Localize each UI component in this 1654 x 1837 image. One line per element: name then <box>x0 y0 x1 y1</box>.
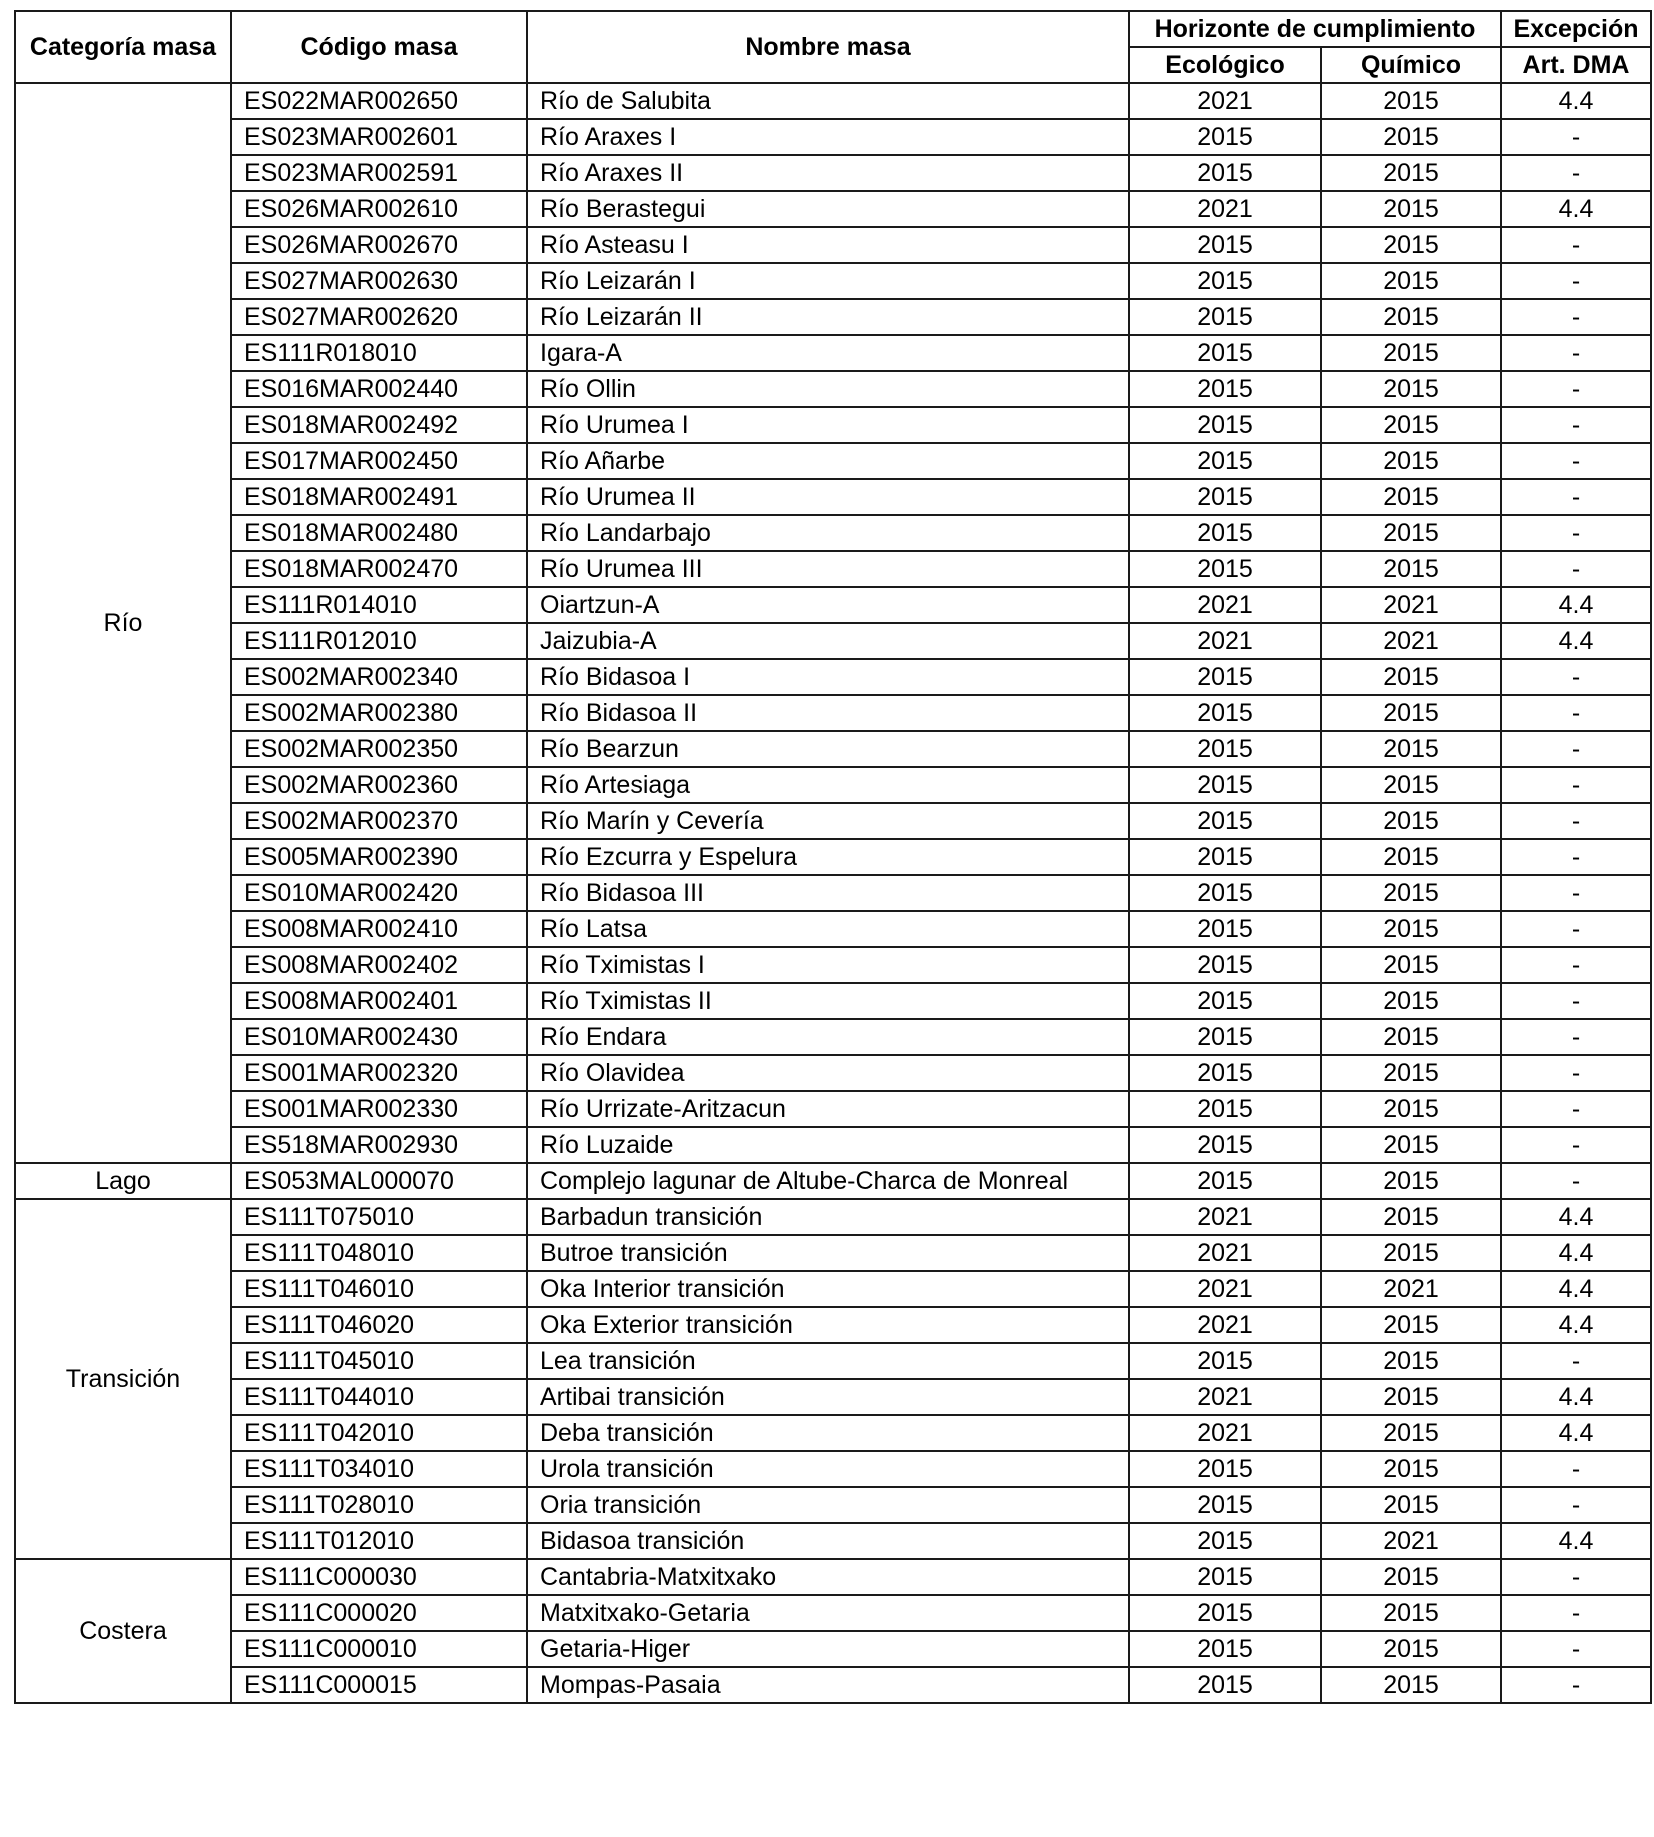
nombre-cell: Mompas-Pasaia <box>527 1667 1129 1703</box>
nombre-cell: Río Bidasoa I <box>527 659 1129 695</box>
quimico-cell: 2015 <box>1321 1127 1501 1163</box>
excepcion-cell: - <box>1501 371 1651 407</box>
nombre-cell: Oiartzun-A <box>527 587 1129 623</box>
table-row <box>15 1415 1651 1451</box>
nombre-cell: Complejo lagunar de Altube-Charca de Monreal <box>527 1163 1129 1199</box>
ecologico-cell: 2015 <box>1129 1127 1321 1163</box>
excepcion-cell: - <box>1501 1163 1651 1199</box>
table-row <box>15 1199 1651 1235</box>
quimico-cell: 2021 <box>1321 1523 1501 1559</box>
excepcion-cell: - <box>1501 299 1651 335</box>
ecologico-cell: 2015 <box>1129 479 1321 515</box>
table-row <box>15 479 1651 515</box>
nombre-cell: Deba transición <box>527 1415 1129 1451</box>
excepcion-cell: 4.4 <box>1501 1523 1651 1559</box>
quimico-cell: 2015 <box>1321 659 1501 695</box>
ecologico-cell: 2015 <box>1129 839 1321 875</box>
ecologico-cell: 2015 <box>1129 911 1321 947</box>
header-horizonte: Horizonte de cumplimiento <box>1129 11 1501 47</box>
ecologico-cell: 2015 <box>1129 983 1321 1019</box>
ecologico-cell: 2015 <box>1129 407 1321 443</box>
quimico-cell: 2015 <box>1321 1451 1501 1487</box>
ecologico-cell: 2015 <box>1129 515 1321 551</box>
codigo-cell: ES111C000015 <box>231 1667 527 1703</box>
table-row <box>15 1379 1651 1415</box>
ecologico-cell: 2021 <box>1129 587 1321 623</box>
nombre-cell: Río Araxes II <box>527 155 1129 191</box>
ecologico-cell: 2015 <box>1129 1559 1321 1595</box>
nombre-cell: Río Marín y Cevería <box>527 803 1129 839</box>
ecologico-cell: 2015 <box>1129 1667 1321 1703</box>
table-row <box>15 947 1651 983</box>
quimico-cell: 2015 <box>1321 191 1501 227</box>
excepcion-cell: 4.4 <box>1501 1199 1651 1235</box>
table-row <box>15 983 1651 1019</box>
table-row <box>15 659 1651 695</box>
codigo-cell: ES010MAR002430 <box>231 1019 527 1055</box>
ecologico-cell: 2015 <box>1129 1487 1321 1523</box>
codigo-cell: ES017MAR002450 <box>231 443 527 479</box>
table-row <box>15 803 1651 839</box>
nombre-cell: Barbadun transición <box>527 1199 1129 1235</box>
nombre-cell: Getaria-Higer <box>527 1631 1129 1667</box>
table-row <box>15 1631 1651 1667</box>
excepcion-cell: 4.4 <box>1501 1415 1651 1451</box>
nombre-cell: Oka Interior transición <box>527 1271 1129 1307</box>
quimico-cell: 2015 <box>1321 299 1501 335</box>
table-row <box>15 515 1651 551</box>
codigo-cell: ES022MAR002650 <box>231 83 527 119</box>
quimico-cell: 2015 <box>1321 731 1501 767</box>
nombre-cell: Río Bearzun <box>527 731 1129 767</box>
nombre-cell: Río Landarbajo <box>527 515 1129 551</box>
codigo-cell: ES053MAL000070 <box>231 1163 527 1199</box>
codigo-cell: ES026MAR002670 <box>231 227 527 263</box>
nombre-cell: Río Tximistas I <box>527 947 1129 983</box>
nombre-cell: Río Araxes I <box>527 119 1129 155</box>
ecologico-cell: 2015 <box>1129 695 1321 731</box>
codigo-cell: ES518MAR002930 <box>231 1127 527 1163</box>
table-row <box>15 875 1651 911</box>
excepcion-cell: - <box>1501 1667 1651 1703</box>
codigo-cell: ES001MAR002330 <box>231 1091 527 1127</box>
excepcion-cell: 4.4 <box>1501 1235 1651 1271</box>
excepcion-cell: - <box>1501 551 1651 587</box>
ecologico-cell: 2015 <box>1129 947 1321 983</box>
codigo-cell: ES018MAR002492 <box>231 407 527 443</box>
codigo-cell: ES023MAR002591 <box>231 155 527 191</box>
excepcion-cell: - <box>1501 803 1651 839</box>
codigo-cell: ES016MAR002440 <box>231 371 527 407</box>
header-quimico: Químico <box>1321 47 1501 83</box>
quimico-cell: 2015 <box>1321 227 1501 263</box>
table-row <box>15 1451 1651 1487</box>
codigo-cell: ES111T046020 <box>231 1307 527 1343</box>
quimico-cell: 2015 <box>1321 1163 1501 1199</box>
quimico-cell: 2021 <box>1321 623 1501 659</box>
nombre-cell: Igara-A <box>527 335 1129 371</box>
ecologico-cell: 2015 <box>1129 1091 1321 1127</box>
header-categoria: Categoría masa <box>15 11 231 83</box>
quimico-cell: 2015 <box>1321 1487 1501 1523</box>
nombre-cell: Río Bidasoa III <box>527 875 1129 911</box>
excepcion-cell: - <box>1501 227 1651 263</box>
excepcion-cell: 4.4 <box>1501 1379 1651 1415</box>
excepcion-cell: - <box>1501 1055 1651 1091</box>
excepcion-cell: - <box>1501 911 1651 947</box>
codigo-cell: ES002MAR002370 <box>231 803 527 839</box>
category-cell: Transición <box>15 1199 231 1559</box>
codigo-cell: ES018MAR002491 <box>231 479 527 515</box>
codigo-cell: ES111C000020 <box>231 1595 527 1631</box>
quimico-cell: 2015 <box>1321 515 1501 551</box>
codigo-cell: ES008MAR002401 <box>231 983 527 1019</box>
table-row <box>15 1595 1651 1631</box>
ecologico-cell: 2015 <box>1129 1595 1321 1631</box>
nombre-cell: Río Bidasoa II <box>527 695 1129 731</box>
excepcion-cell: - <box>1501 839 1651 875</box>
table-row <box>15 1343 1651 1379</box>
nombre-cell: Río Berastegui <box>527 191 1129 227</box>
nombre-cell: Río Ezcurra y Espelura <box>527 839 1129 875</box>
table-row <box>15 443 1651 479</box>
codigo-cell: ES111T048010 <box>231 1235 527 1271</box>
ecologico-cell: 2015 <box>1129 1343 1321 1379</box>
quimico-cell: 2015 <box>1321 119 1501 155</box>
ecologico-cell: 2015 <box>1129 263 1321 299</box>
nombre-cell: Río Urumea III <box>527 551 1129 587</box>
ecologico-cell: 2015 <box>1129 767 1321 803</box>
nombre-cell: Bidasoa transición <box>527 1523 1129 1559</box>
quimico-cell: 2015 <box>1321 1091 1501 1127</box>
nombre-cell: Lea transición <box>527 1343 1129 1379</box>
quimico-cell: 2015 <box>1321 767 1501 803</box>
ecologico-cell: 2021 <box>1129 1307 1321 1343</box>
excepcion-cell: - <box>1501 1091 1651 1127</box>
quimico-cell: 2015 <box>1321 1631 1501 1667</box>
table-row <box>15 1091 1651 1127</box>
table-row <box>15 1307 1651 1343</box>
table-row <box>15 731 1651 767</box>
nombre-cell: Río Latsa <box>527 911 1129 947</box>
codigo-cell: ES111C000010 <box>231 1631 527 1667</box>
excepcion-cell: - <box>1501 407 1651 443</box>
codigo-cell: ES002MAR002350 <box>231 731 527 767</box>
quimico-cell: 2015 <box>1321 695 1501 731</box>
excepcion-cell: - <box>1501 119 1651 155</box>
nombre-cell: Cantabria-Matxitxako <box>527 1559 1129 1595</box>
nombre-cell: Río Luzaide <box>527 1127 1129 1163</box>
codigo-cell: ES111T034010 <box>231 1451 527 1487</box>
table-row <box>15 1667 1651 1703</box>
excepcion-cell: - <box>1501 1127 1651 1163</box>
nombre-cell: Río Endara <box>527 1019 1129 1055</box>
quimico-cell: 2015 <box>1321 1055 1501 1091</box>
quimico-cell: 2015 <box>1321 155 1501 191</box>
table-row <box>15 1559 1651 1595</box>
table-row <box>15 1487 1651 1523</box>
ecologico-cell: 2021 <box>1129 1199 1321 1235</box>
quimico-cell: 2015 <box>1321 983 1501 1019</box>
nombre-cell: Río de Salubita <box>527 83 1129 119</box>
ecologico-cell: 2015 <box>1129 299 1321 335</box>
excepcion-cell: 4.4 <box>1501 623 1651 659</box>
excepcion-cell: 4.4 <box>1501 191 1651 227</box>
header-ecologico: Ecológico <box>1129 47 1321 83</box>
ecologico-cell: 2015 <box>1129 659 1321 695</box>
excepcion-cell: 4.4 <box>1501 587 1651 623</box>
excepcion-cell: - <box>1501 1631 1651 1667</box>
ecologico-cell: 2015 <box>1129 1019 1321 1055</box>
nombre-cell: Río Urumea II <box>527 479 1129 515</box>
category-cell: Río <box>15 83 231 1163</box>
excepcion-cell: - <box>1501 515 1651 551</box>
codigo-cell: ES026MAR002610 <box>231 191 527 227</box>
ecologico-cell: 2021 <box>1129 83 1321 119</box>
codigo-cell: ES008MAR002410 <box>231 911 527 947</box>
table-row <box>15 1127 1651 1163</box>
codigo-cell: ES111T012010 <box>231 1523 527 1559</box>
codigo-cell: ES111C000030 <box>231 1559 527 1595</box>
ecologico-cell: 2015 <box>1129 731 1321 767</box>
excepcion-cell: - <box>1501 1019 1651 1055</box>
codigo-cell: ES001MAR002320 <box>231 1055 527 1091</box>
ecologico-cell: 2021 <box>1129 191 1321 227</box>
codigo-cell: ES018MAR002470 <box>231 551 527 587</box>
quimico-cell: 2015 <box>1321 1559 1501 1595</box>
table-row <box>15 1019 1651 1055</box>
ecologico-cell: 2021 <box>1129 1235 1321 1271</box>
ecologico-cell: 2015 <box>1129 1055 1321 1091</box>
codigo-cell: ES008MAR002402 <box>231 947 527 983</box>
ecologico-cell: 2015 <box>1129 371 1321 407</box>
excepcion-cell: 4.4 <box>1501 1271 1651 1307</box>
ecologico-cell: 2015 <box>1129 1163 1321 1199</box>
ecologico-cell: 2015 <box>1129 443 1321 479</box>
excepcion-cell: - <box>1501 1595 1651 1631</box>
ecologico-cell: 2021 <box>1129 1271 1321 1307</box>
table-row <box>15 83 1651 119</box>
excepcion-cell: - <box>1501 983 1651 1019</box>
excepcion-cell: - <box>1501 875 1651 911</box>
quimico-cell: 2021 <box>1321 587 1501 623</box>
table-row <box>15 299 1651 335</box>
codigo-cell: ES111T042010 <box>231 1415 527 1451</box>
codigo-cell: ES027MAR002620 <box>231 299 527 335</box>
excepcion-cell: - <box>1501 767 1651 803</box>
codigo-cell: ES111R012010 <box>231 623 527 659</box>
table-row <box>15 1235 1651 1271</box>
table-row <box>15 371 1651 407</box>
nombre-cell: Río Leizarán I <box>527 263 1129 299</box>
header-excepcion: Excepción <box>1501 11 1651 47</box>
codigo-cell: ES018MAR002480 <box>231 515 527 551</box>
quimico-cell: 2015 <box>1321 1379 1501 1415</box>
quimico-cell: 2015 <box>1321 1667 1501 1703</box>
excepcion-cell: - <box>1501 1559 1651 1595</box>
codigo-cell: ES111R018010 <box>231 335 527 371</box>
table-row <box>15 1163 1651 1199</box>
quimico-cell: 2021 <box>1321 1271 1501 1307</box>
table-row <box>15 623 1651 659</box>
ecologico-cell: 2015 <box>1129 875 1321 911</box>
codigo-cell: ES111T045010 <box>231 1343 527 1379</box>
ecologico-cell: 2015 <box>1129 155 1321 191</box>
ecologico-cell: 2015 <box>1129 803 1321 839</box>
codigo-cell: ES111T046010 <box>231 1271 527 1307</box>
ecologico-cell: 2015 <box>1129 227 1321 263</box>
table-row <box>15 1523 1651 1559</box>
nombre-cell: Jaizubia-A <box>527 623 1129 659</box>
nombre-cell: Río Olavidea <box>527 1055 1129 1091</box>
ecologico-cell: 2015 <box>1129 335 1321 371</box>
ecologico-cell: 2015 <box>1129 1523 1321 1559</box>
excepcion-cell: - <box>1501 479 1651 515</box>
nombre-cell: Artibai transición <box>527 1379 1129 1415</box>
table-row <box>15 767 1651 803</box>
ecologico-cell: 2015 <box>1129 551 1321 587</box>
table-row <box>15 551 1651 587</box>
category-cell: Lago <box>15 1163 231 1199</box>
ecologico-cell: 2021 <box>1129 1415 1321 1451</box>
excepcion-cell: - <box>1501 731 1651 767</box>
nombre-cell: Butroe transición <box>527 1235 1129 1271</box>
quimico-cell: 2015 <box>1321 443 1501 479</box>
quimico-cell: 2015 <box>1321 911 1501 947</box>
excepcion-cell: - <box>1501 335 1651 371</box>
ecologico-cell: 2015 <box>1129 1631 1321 1667</box>
excepcion-cell: - <box>1501 947 1651 983</box>
nombre-cell: Río Urumea I <box>527 407 1129 443</box>
quimico-cell: 2015 <box>1321 803 1501 839</box>
header-codigo: Código masa <box>231 11 527 83</box>
table-container <box>14 10 1652 1704</box>
excepcion-cell: 4.4 <box>1501 83 1651 119</box>
table-row <box>15 695 1651 731</box>
excepcion-cell: - <box>1501 443 1651 479</box>
table-row <box>15 191 1651 227</box>
data-table <box>14 10 1652 1704</box>
table-row <box>15 335 1651 371</box>
codigo-cell: ES023MAR002601 <box>231 119 527 155</box>
nombre-cell: Río Leizarán II <box>527 299 1129 335</box>
codigo-cell: ES010MAR002420 <box>231 875 527 911</box>
table-row <box>15 407 1651 443</box>
quimico-cell: 2015 <box>1321 479 1501 515</box>
table-row <box>15 911 1651 947</box>
ecologico-cell: 2021 <box>1129 623 1321 659</box>
codigo-cell: ES111T028010 <box>231 1487 527 1523</box>
codigo-cell: ES002MAR002380 <box>231 695 527 731</box>
codigo-cell: ES111T044010 <box>231 1379 527 1415</box>
table-row <box>15 1055 1651 1091</box>
quimico-cell: 2015 <box>1321 1415 1501 1451</box>
quimico-cell: 2015 <box>1321 1199 1501 1235</box>
quimico-cell: 2015 <box>1321 335 1501 371</box>
table-row <box>15 1271 1651 1307</box>
excepcion-cell: - <box>1501 155 1651 191</box>
nombre-cell: Oria transición <box>527 1487 1129 1523</box>
codigo-cell: ES111R014010 <box>231 587 527 623</box>
excepcion-cell: - <box>1501 695 1651 731</box>
nombre-cell: Oka Exterior transición <box>527 1307 1129 1343</box>
excepcion-cell: 4.4 <box>1501 1307 1651 1343</box>
ecologico-cell: 2015 <box>1129 119 1321 155</box>
quimico-cell: 2015 <box>1321 947 1501 983</box>
quimico-cell: 2015 <box>1321 1595 1501 1631</box>
excepcion-cell: - <box>1501 1343 1651 1379</box>
nombre-cell: Río Urrizate-Aritzacun <box>527 1091 1129 1127</box>
quimico-cell: 2015 <box>1321 1343 1501 1379</box>
excepcion-cell: - <box>1501 1451 1651 1487</box>
table-row <box>15 155 1651 191</box>
quimico-cell: 2015 <box>1321 551 1501 587</box>
quimico-cell: 2015 <box>1321 83 1501 119</box>
nombre-cell: Río Ollin <box>527 371 1129 407</box>
codigo-cell: ES111T075010 <box>231 1199 527 1235</box>
ecologico-cell: 2015 <box>1129 1451 1321 1487</box>
table-row <box>15 587 1651 623</box>
excepcion-cell: - <box>1501 1487 1651 1523</box>
table-header <box>15 11 1651 83</box>
nombre-cell: Río Asteasu I <box>527 227 1129 263</box>
category-cell: Costera <box>15 1559 231 1703</box>
quimico-cell: 2015 <box>1321 839 1501 875</box>
codigo-cell: ES005MAR002390 <box>231 839 527 875</box>
quimico-cell: 2015 <box>1321 1019 1501 1055</box>
nombre-cell: Río Tximistas II <box>527 983 1129 1019</box>
nombre-cell: Río Artesiaga <box>527 767 1129 803</box>
quimico-cell: 2015 <box>1321 371 1501 407</box>
quimico-cell: 2015 <box>1321 263 1501 299</box>
nombre-cell: Urola transición <box>527 1451 1129 1487</box>
codigo-cell: ES027MAR002630 <box>231 263 527 299</box>
table-row <box>15 263 1651 299</box>
ecologico-cell: 2021 <box>1129 1379 1321 1415</box>
excepcion-cell: - <box>1501 659 1651 695</box>
quimico-cell: 2015 <box>1321 875 1501 911</box>
nombre-cell: Río Añarbe <box>527 443 1129 479</box>
table-row <box>15 839 1651 875</box>
table-body <box>15 83 1651 1703</box>
quimico-cell: 2015 <box>1321 407 1501 443</box>
header-art-dma: Art. DMA <box>1501 47 1651 83</box>
quimico-cell: 2015 <box>1321 1307 1501 1343</box>
excepcion-cell: - <box>1501 263 1651 299</box>
codigo-cell: ES002MAR002360 <box>231 767 527 803</box>
table-row <box>15 227 1651 263</box>
quimico-cell: 2015 <box>1321 1235 1501 1271</box>
header-nombre: Nombre masa <box>527 11 1129 83</box>
codigo-cell: ES002MAR002340 <box>231 659 527 695</box>
nombre-cell: Matxitxako-Getaria <box>527 1595 1129 1631</box>
table-row <box>15 119 1651 155</box>
